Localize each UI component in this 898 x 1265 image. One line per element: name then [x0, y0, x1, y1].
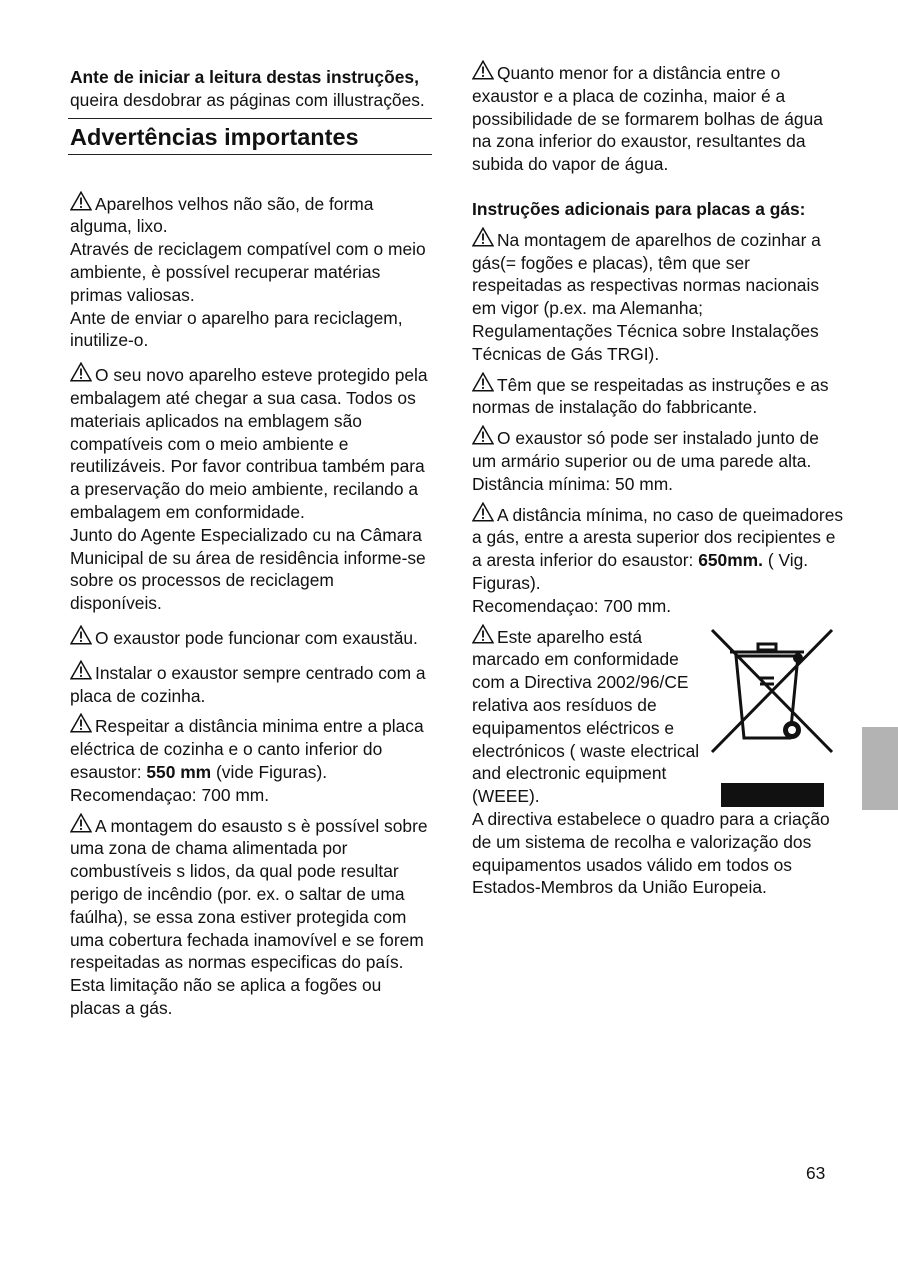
- warning-text: Quanto menor for a distância entre o exaustor e a placa de cozinha, maior é a possibilidade de se formarem bolhas de água na zona inferior do exaustor, resultantes da subida do vapor de água.: [472, 63, 823, 175]
- warning-text: O exaustor só pode ser instalado junto de um armário superior ou de uma parede alta. Distância mínima: 50 mm.: [472, 428, 819, 494]
- warning-centered: [70, 660, 430, 708]
- heading-box: [68, 118, 432, 155]
- warning-min-distance-gas: A distância mínima, no caso de queimadores a gás, entre a aresta superior dos recipientes e a aresta inferior do esaustor: 650mm. ( Vig. Figuras). Recomendaçao: 700 mm.: [472, 502, 844, 618]
- warning-icon: [472, 624, 494, 644]
- recommendation: Recomendaçao: 700 mm.: [70, 784, 270, 805]
- crossed-out-bin-icon: [710, 628, 834, 754]
- warning-icon: [70, 813, 92, 833]
- warning-gas-norms: [472, 227, 844, 366]
- weee-black-bar: [721, 783, 824, 807]
- warning-packaging: [70, 362, 430, 615]
- intro-bold: Ante de iniciar a leitura destas instruções,: [70, 67, 419, 87]
- warning-text: O seu novo aparelho esteve protegido pela embalagem até chegar a sua casa. Todos os materiais aplicados na emblagem são compatíveis com o meio ambiente e reutilizáveis. Por favor contribua também para a preservação do meio ambiente, recilando a embalagem em conformidade.: [70, 365, 428, 522]
- warning-icon: [472, 502, 494, 522]
- warning-icon: [70, 362, 92, 382]
- warning-icon: [472, 425, 494, 445]
- warning-solid-fuel: [70, 813, 430, 1020]
- warning-steam-condensation: [472, 60, 844, 176]
- gas-section-heading: Instruções adicionais para placas a gás:: [472, 198, 806, 219]
- page-title: Advertências importantes: [70, 123, 359, 150]
- warning-manufacturer-rules: [472, 372, 844, 420]
- side-tab: [862, 727, 898, 810]
- warning-icon: [472, 372, 494, 392]
- warning-text: Instalar o exaustor sempre centrado com a placa de cozinha.: [70, 662, 426, 706]
- warning-text: Junto do Agente Especializado cu na Câmara Municipal de su área de residência informe-se sobre os processos de reciclagem disponíveis.: [70, 524, 426, 614]
- weee-section: [472, 624, 844, 808]
- left-column: [70, 60, 430, 1020]
- distance-value: 550 mm: [146, 761, 212, 782]
- intro-rest: queira desdobrar as páginas com illustrações.: [70, 89, 425, 110]
- warning-text: A montagem do esausto s è possível sobre uma zona de chama alimentada por combustíveis s lidos, da qual pode resultar perigo de incêndio (por. ex. o saltar de uma faúlha), se essa zona estiver protegida com uma cobertura fechada inamovível e se forem respeitadas as normas especificas do país. Esta limitação não se aplica a fogões ou placas a gás.: [70, 815, 428, 1018]
- warning-old-appliances: [70, 191, 430, 353]
- recommendation: Recomendaçao: 700 mm.: [472, 595, 672, 616]
- distance-value: 650mm.: [698, 550, 763, 571]
- intro-note: [70, 66, 430, 112]
- warning-min-distance-electric: Respeitar a distância minima entre a placa eléctrica de cozinha e o canto inferior do esaustor: 550 mm (vide Figuras). Recomendaçao: 700 mm.: [70, 713, 430, 806]
- warning-text: Na montagem de aparelhos de cozinhar a gás(= fogões e placas), têm que ser respeitadas as respectivas normas nacionais em vigor (p.ex. ma Alemanha; Regulamentações Técnica sobre Instalações Técnicas de Gás TRGI).: [472, 229, 821, 364]
- warning-icon: [70, 191, 92, 211]
- directive-text: A directiva estabelece o quadro para a criação de um sistema de recolha e valorização dos equipamentos usados válido em todos os Estados-Membros da União Europeia.: [472, 808, 830, 898]
- warning-icon: [70, 713, 92, 733]
- warning-text: Ante de enviar o aparelho para reciclagem, inutilize-o.: [70, 307, 403, 351]
- warning-icon: [70, 625, 92, 645]
- warning-text: Têm que se respeitadas as instruções e as normas de instalação do fabbricante.: [472, 374, 829, 418]
- warning-text: O exaustor pode funcionar com exaustău.: [95, 627, 418, 648]
- warning-installation-location: [472, 425, 844, 495]
- warning-icon: [472, 227, 494, 247]
- page-number: 63: [806, 1163, 826, 1183]
- warning-exhaust-mode: [70, 625, 430, 650]
- warning-icon: [472, 60, 494, 80]
- right-column: [472, 60, 844, 899]
- weee-text: Este aparelho está marcado em conformidade com a Directiva 2002/96/CE relativa aos resíduos de equipamentos eléctricos e electrónicos ( waste electrical and electronic equipment (WEEE).: [472, 626, 700, 807]
- warning-text: Através de reciclagem compatível com o meio ambiente, è possível recuperar matérias primas valiosas.: [70, 239, 426, 305]
- warning-icon: [70, 660, 92, 680]
- warning-text: Aparelhos velhos não são, de forma alguma, lixo.: [70, 193, 374, 237]
